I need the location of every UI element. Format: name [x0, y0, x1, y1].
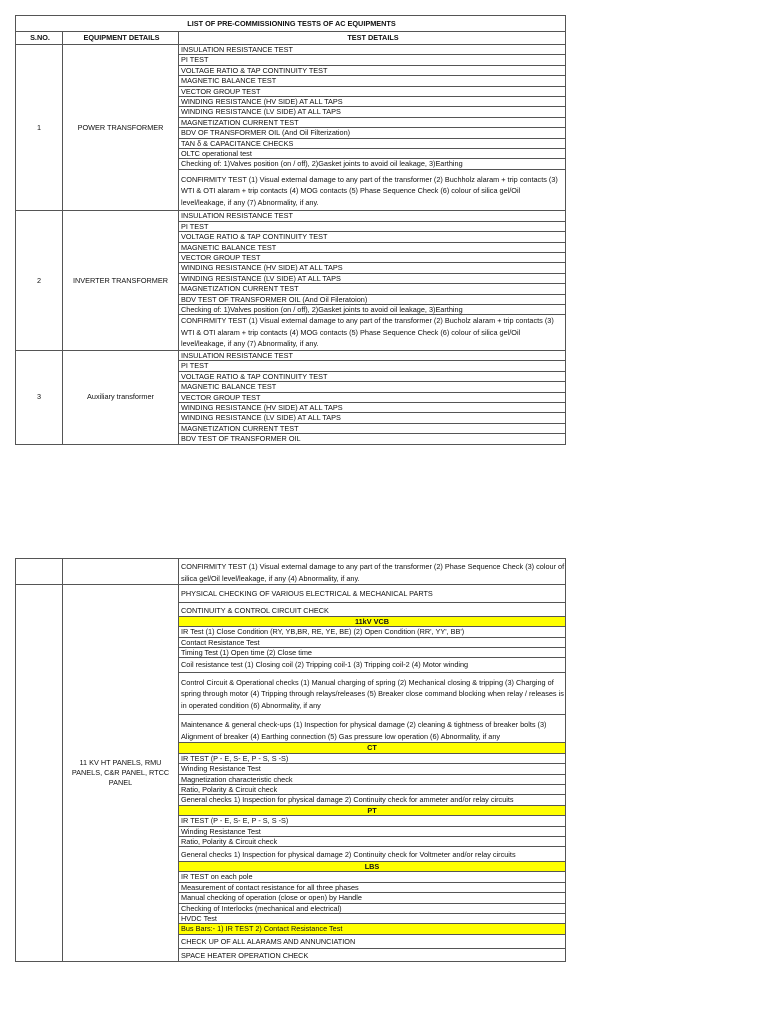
subsection-ct: CT: [179, 743, 566, 753]
test-row: PI TEST: [179, 361, 566, 371]
test-row: MAGNETIC BALANCE TEST: [179, 242, 566, 252]
test-row: Checking of Interlocks (mechanical and electrical): [179, 903, 566, 913]
subsection-vcb: 11kV VCB: [179, 616, 566, 626]
test-row: MAGNETIZATION CURRENT TEST: [179, 117, 566, 127]
test-row: Ratio, Polarity & Circuit check: [179, 784, 566, 794]
test-row: Checking of: 1)Valves position (on / off), 2)Gasket joints to avoid oil leakage, 3)Earthing: [179, 305, 566, 315]
test-row: PHYSICAL CHECKING OF VARIOUS ELECTRICAL & MECHANICAL PARTS: [179, 585, 566, 603]
test-row: CONFIRMITY TEST (1) Visual external damage to any part of the transformer (2) Phase Sequence Check (3) colour of silica gel/Oil level/leakage, if any (4) Abnormality, if any.: [179, 559, 566, 585]
test-row: IR TEST (P - E, S- E, P - S, S -S): [179, 753, 566, 763]
test-row: BDV TEST OF TRANSFORMER OIL: [179, 434, 566, 444]
test-row: MAGNETIZATION CURRENT TEST: [179, 284, 566, 294]
test-row: Coil resistance test (1) Closing coil (2) Tripping coil-1 (3) Tripping coil-2 (4) Motor winding: [179, 658, 566, 672]
test-row: WINDING RESISTANCE (HV SIDE) AT ALL TAPS: [179, 402, 566, 412]
equipment-power-transformer: POWER TRANSFORMER: [63, 45, 179, 211]
sno-2: 2: [16, 211, 63, 351]
subsection-lbs: LBS: [179, 861, 566, 871]
test-row: CONFIRMITY TEST (1) Visual external damage to any part of the transformer (2) Buchholz alaram + trip contacts (3) WTI & OTI alaram + trip contacts (4) MOG contacts (5) Phase Sequence Check (6) colour of silica gel/Oil level/leakage, if any (7) Abnormality, if any.: [179, 169, 566, 211]
test-row: Checking of: 1)Valves position (on / off), 2)Gasket joints to avoid oil leakage, 3)Earthing: [179, 159, 566, 169]
test-row: IR Test (1) Close Condition (RY, YB,BR, RE, YE, BE) (2) Open Condition (RR', YY', BB'): [179, 627, 566, 637]
test-row: INSULATION RESISTANCE TEST: [179, 350, 566, 360]
test-row: WINDING RESISTANCE (LV SIDE) AT ALL TAPS: [179, 413, 566, 423]
test-row: Winding Resistance Test: [179, 764, 566, 774]
test-row: VECTOR GROUP TEST: [179, 392, 566, 402]
test-row: Manual checking of operation (close or open) by Handle: [179, 893, 566, 903]
test-row: INSULATION RESISTANCE TEST: [179, 45, 566, 55]
equipment-blank: [63, 559, 179, 585]
test-row: WINDING RESISTANCE (LV SIDE) AT ALL TAPS: [179, 107, 566, 117]
test-row: WINDING RESISTANCE (HV SIDE) AT ALL TAPS: [179, 97, 566, 107]
test-row: VOLTAGE RATIO & TAP CONTINUITY TEST: [179, 371, 566, 381]
test-row: Control Circuit & Operational checks (1) Manual charging of spring (2) Mechanical closing & tripping (3) Charging of spring through motor (4) Tripping through relays/releases (5) Breaker close command blocking when relay / releases is in operated condition (6) Abnormality, if any: [179, 672, 566, 715]
test-row: VOLTAGE RATIO & TAP CONTINUITY TEST: [179, 232, 566, 242]
sno-3: 3: [16, 350, 63, 444]
test-row: VECTOR GROUP TEST: [179, 86, 566, 96]
test-row: General checks 1) Inspection for physical damage 2) Continuity check for Voltmeter and/or relay circuits: [179, 847, 566, 862]
equipment-ht-panels: 11 KV HT PANELS, RMU PANELS, C&R PANEL, RTCC PANEL: [63, 585, 179, 962]
test-row: BDV TEST OF TRANSFORMER OIL (And Oil Fileratoion): [179, 294, 566, 304]
test-row: CHECK UP OF ALL ALARAMS AND ANNUNCIATION: [179, 934, 566, 948]
sno-blank: [16, 585, 63, 962]
test-row: PI TEST: [179, 221, 566, 231]
equipment-header: EQUIPMENT DETAILS: [63, 32, 179, 45]
test-row: Contact Resistance Test: [179, 637, 566, 647]
test-row: CONTINUITY & CONTROL CIRCUIT CHECK: [179, 603, 566, 616]
tests-header: TEST DETAILS: [179, 32, 566, 45]
test-row: Maintenance & general check-ups (1) Inspection for physical damage (2) cleaning & tightness of breaker bolts (3) Alignment of breaker (4) Earthing connection (5) Gas pressure low operation (6) Abnormality, if any: [179, 715, 566, 743]
test-row: IR TEST on each pole: [179, 872, 566, 882]
test-row: OLTC operational test: [179, 149, 566, 159]
test-row: General checks 1) Inspection for physical damage 2) Continuity check for ammeter and/or relay circuits: [179, 795, 566, 805]
equipment-inverter-transformer: INVERTER TRANSFORMER: [63, 211, 179, 351]
test-row: Magnetization characteristic check: [179, 774, 566, 784]
test-row: IR TEST (P - E, S- E, P - S, S -S): [179, 816, 566, 826]
table-title: LIST OF PRE-COMMISSIONING TESTS OF AC EQUIPMENTS: [16, 16, 566, 32]
test-row: CONFIRMITY TEST (1) Visual external damage to any part of the transformer (2) Bucholz alaram + trip contacts (3) WTI & OTI alaram + trip contacts (4) MOG contacts (5) Phase Sequence Check (6) colour of silica gel/Oil level/leakage, if any (7) Abnormality, if any.: [179, 315, 566, 351]
test-row: TAN δ & CAPACITANCE CHECKS: [179, 138, 566, 148]
sno-header: S.NO.: [16, 32, 63, 45]
test-row: VOLTAGE RATIO & TAP CONTINUITY TEST: [179, 65, 566, 75]
test-row: MAGNETIC BALANCE TEST: [179, 382, 566, 392]
test-row: HVDC Test: [179, 913, 566, 923]
test-row: Timing Test (1) Open time (2) Close time: [179, 648, 566, 658]
test-row: VECTOR GROUP TEST: [179, 253, 566, 263]
test-row: PI TEST: [179, 55, 566, 65]
test-row: Winding Resistance Test: [179, 826, 566, 836]
test-row-bus-bars: Bus Bars:- 1) IR TEST 2) Contact Resistance Test: [179, 924, 566, 934]
test-row: BDV OF TRANSFORMER OIL (And Oil Filterization): [179, 128, 566, 138]
sno-blank: [16, 559, 63, 585]
test-row: MAGNETIC BALANCE TEST: [179, 76, 566, 86]
test-row: MAGNETIZATION CURRENT TEST: [179, 423, 566, 433]
subsection-pt: PT: [179, 805, 566, 815]
equipment-auxiliary-transformer: Auxiliary transformer: [63, 350, 179, 444]
test-row: SPACE HEATER OPERATION CHECK: [179, 949, 566, 961]
test-row: WINDING RESISTANCE (LV SIDE) AT ALL TAPS: [179, 273, 566, 283]
test-row: Measurement of contact resistance for all three phases: [179, 882, 566, 892]
tests-table-page-1: [15, 15, 566, 445]
test-row: INSULATION RESISTANCE TEST: [179, 211, 566, 221]
test-row: WINDING RESISTANCE (HV SIDE) AT ALL TAPS: [179, 263, 566, 273]
tests-table-page-2: [15, 558, 566, 962]
test-row: Ratio, Polarity & Circuit check: [179, 837, 566, 847]
sno-1: 1: [16, 45, 63, 211]
